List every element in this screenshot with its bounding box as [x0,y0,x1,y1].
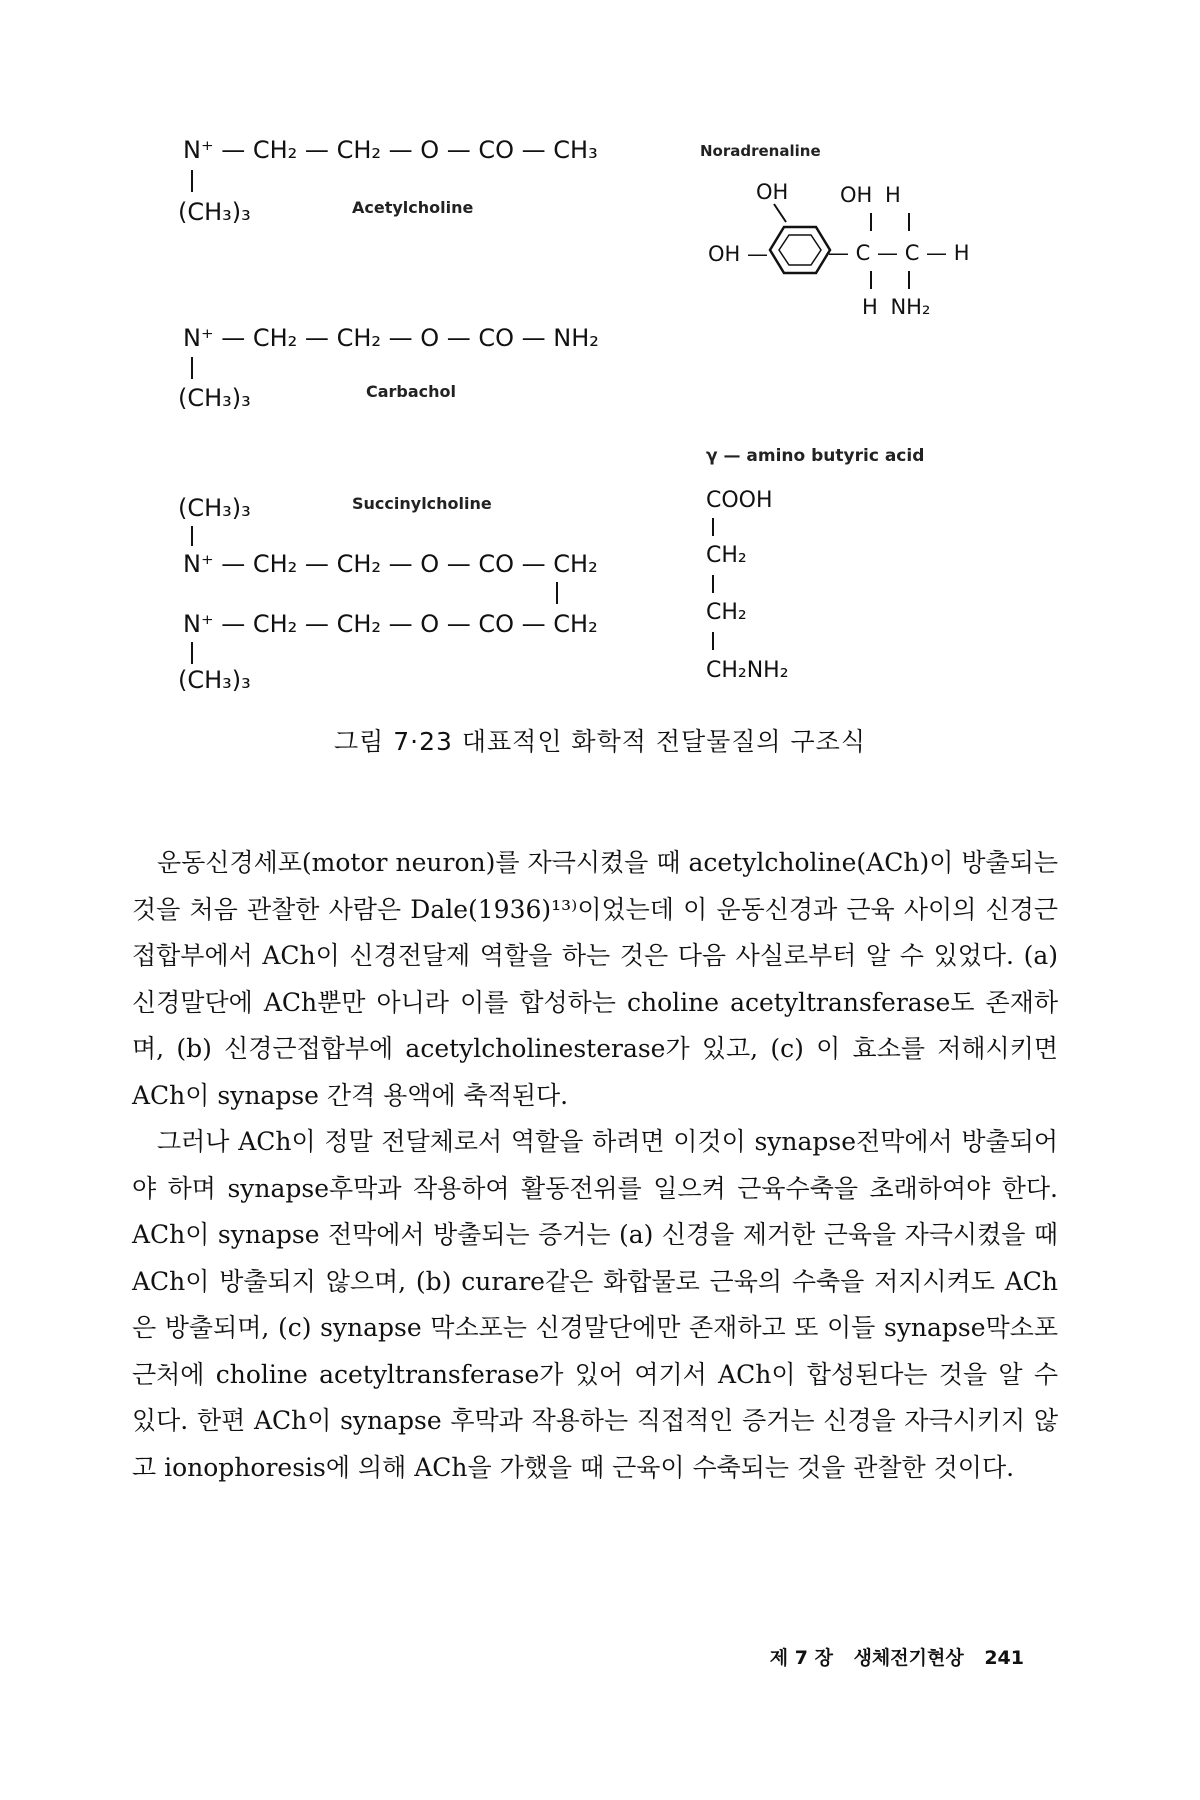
noradrenaline-bond-down-1 [870,271,872,289]
succinylcholine-bond-top [191,526,193,546]
paragraph-2: 그러나 ACh이 정말 전달체로서 역할을 하려면 이것이 synapse전막에서 방출되어야 하며 synapse후막과 작용하여 활동전위를 일으켜 근육수축을 초래하여야 한다. ACh이 synapse 전막에서 방출되는 증거는 (a) 신경을 제거한 근육을 자극시켰을 때 ACh이 방출되지 않으며, (b) curare같은 화합물로 근육의 수축을 저지시켜도 ACh은 방출되며, (c) synapse 막소포는 신경말단에만 존재하고 또 이들 synapse막소포 근처에 choline acetyltransferase가 있어 여기서 ACh이 합성된다는 것을 알 수 있다. 한편 ACh이 synapse 후막과 작용하는 직접적인 증거는 신경을 자극시키지 않고 ionophoresis에 의해 ACh을 가했을 때 근육이 수축되는 것을 관찰한 것이다. [132,1127,1058,1482]
noradrenaline-ring-oh-left: OH — [708,242,768,266]
succinylcholine-group-top: (CH₃)₃ [178,494,251,522]
footer-chapter-title: 생체전기현상 [853,1647,964,1669]
paragraph-1: 운동신경세포(motor neuron)를 자극시켰을 때 acetylcholine(ACh)이 방출되는 것을 처음 관찰한 사람은 Dale(1936)¹³⁾이었는데 이 운동신경과 근육 사이의 신경근접합부에서 ACh이 신경전달제 역할을 하는 것은 다음 사실로부터 알 수 있었다. (a) 신경말단에 ACh뿐만 아니라 이를 합성하는 choline acetyltransferase도 존재하며, (b) 신경근접합부에 acetylcholinesterase가 있고, (c) 이 효소를 저해시키면 ACh이 synapse 간격 용액에 축적된다. [132,848,1058,1110]
body-text [132,840,1058,1491]
noradrenaline-chain: — C — C — H [828,241,970,265]
acetylcholine-group: (CH₃)₃ [178,198,251,226]
acetylcholine-label: Acetylcholine [352,198,474,217]
noradrenaline-bond-down-2 [908,271,910,289]
succinylcholine-chain-top: N⁺ — CH₂ — CH₂ — O — CO — CH₂ [183,550,598,578]
carbachol-group: (CH₃)₃ [178,384,251,412]
gaba-label: γ — amino butyric acid [706,446,925,466]
page-footer [756,1643,1024,1670]
figure-chemical-structures [0,0,1200,760]
gaba-ch2nh2: CH₂NH₂ [706,658,789,683]
noradrenaline-bond-up-2 [908,213,910,231]
gaba-ch2-b: CH₂ [706,600,747,625]
succinylcholine-group-bottom: (CH₃)₃ [178,666,251,694]
gaba-ch2-a: CH₂ [706,543,747,568]
figure-caption: 그림 7·23 대표적인 화학적 전달물질의 구조식 [334,727,866,756]
noradrenaline-bond-up-1 [870,213,872,231]
gaba-bond-1 [712,518,714,536]
noradrenaline-top-substituents: OH H [840,183,901,207]
noradrenaline-ring-oh-top: OH [756,180,789,204]
page-number: 241 [984,1647,1024,1669]
footer-chapter: 제 7 장 [769,1647,833,1669]
acetylcholine-chain: N⁺ — CH₂ — CH₂ — O — CO — CH₃ [183,136,598,164]
gaba-cooh: COOH [706,488,773,513]
noradrenaline-bottom-substituents: H NH₂ [862,295,931,319]
carbachol-bond [191,357,193,379]
carbachol-label: Carbachol [366,382,457,401]
succinylcholine-bond-bottom [191,642,193,664]
succinylcholine-label: Succinylcholine [352,494,492,513]
succinylcholine-bridge-bond [556,582,558,604]
gaba-bond-3 [712,632,714,650]
gaba-bond-2 [712,575,714,593]
succinylcholine-chain-bottom: N⁺ — CH₂ — CH₂ — O — CO — CH₂ [183,610,598,638]
noradrenaline-label: Noradrenaline [700,142,821,160]
carbachol-chain: N⁺ — CH₂ — CH₂ — O — CO — NH₂ [183,324,599,352]
acetylcholine-bond [191,170,193,192]
